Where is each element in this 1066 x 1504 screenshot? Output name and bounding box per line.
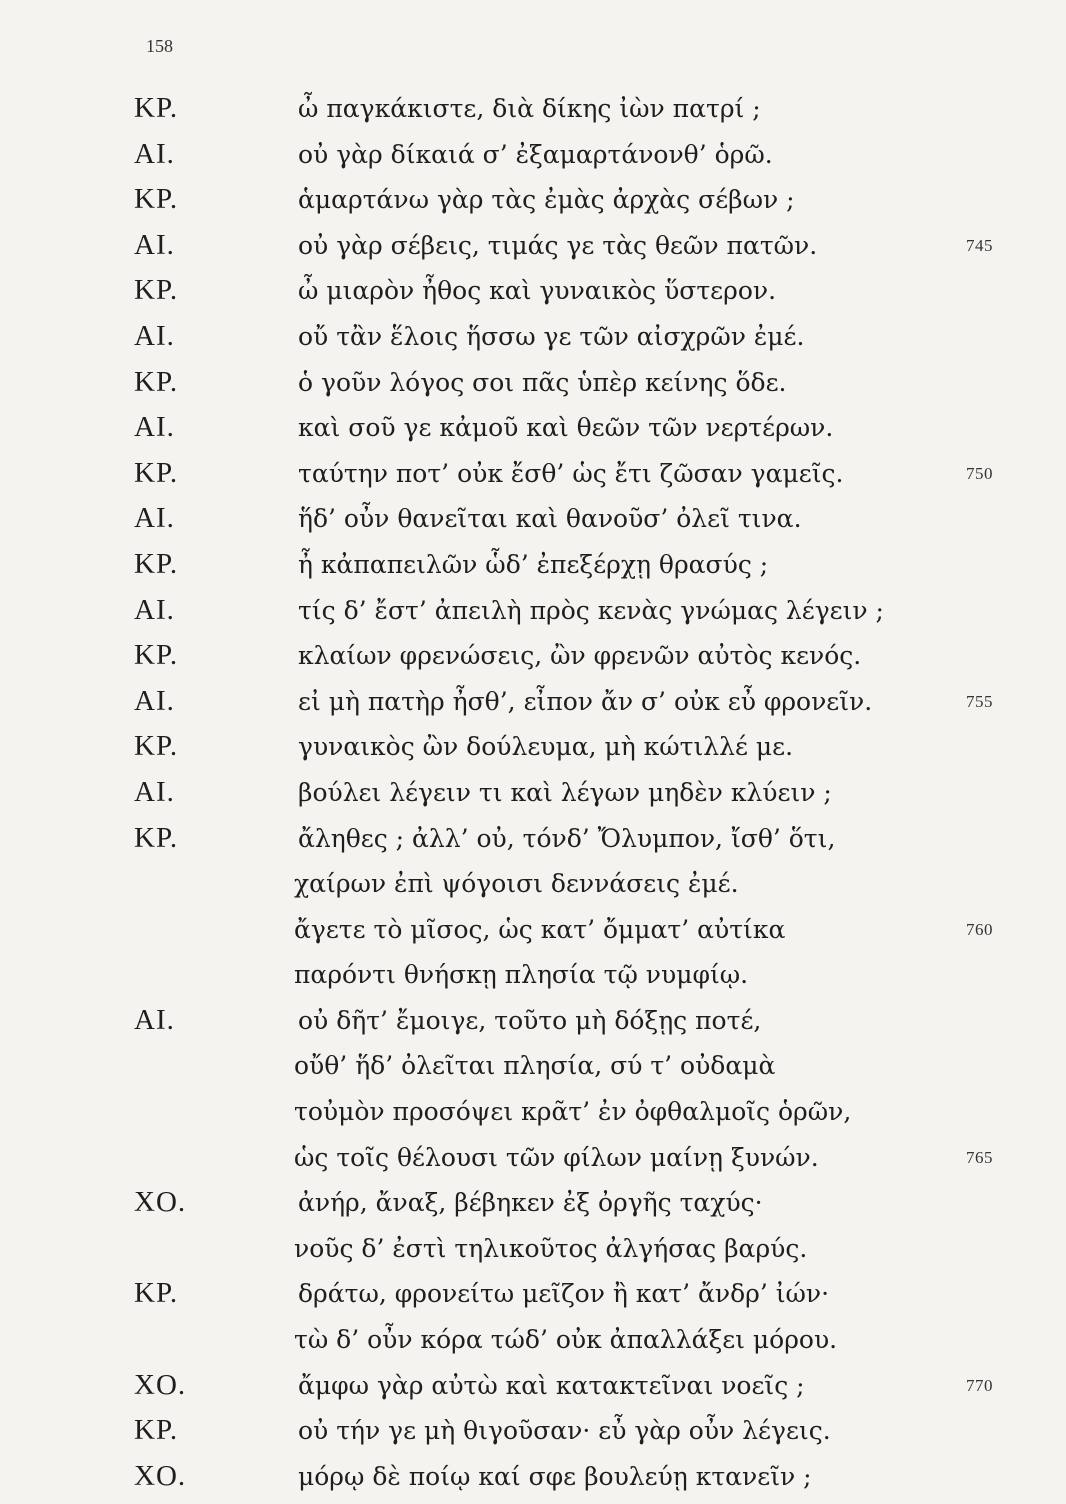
verse-lines <box>0 91 1066 1504</box>
line-number: 745 <box>966 235 993 255</box>
speaker-label: ΚΡ. <box>134 639 179 672</box>
verse-text: δράτω, φρονείτω μεῖζον ἢ κατ’ ἄνδρ’ ἰών· <box>298 1279 830 1309</box>
verse-line <box>0 1140 1066 1186</box>
speaker-label: ΧΟ. <box>134 1368 187 1401</box>
verse-text: ἦ κἀπαπειλῶν ὧδ’ ἐπεξέρχῃ θρασύς ; <box>298 549 769 579</box>
speaker-label: ΚΡ. <box>134 274 179 307</box>
verse-text: τὼ δ’ οὖν κόρα τώδ’ οὐκ ἀπαλλάξει μόρου. <box>294 1325 838 1355</box>
speaker-label: ΑΙ. <box>134 593 175 626</box>
verse-line <box>0 1185 1066 1231</box>
verse-text: ἄγετε τὸ μῖσος, ὡς κατ’ ὄμματ’ αὐτίκα <box>294 914 786 944</box>
verse-line <box>0 547 1066 593</box>
verse-line <box>0 182 1066 228</box>
speaker-label: ΑΙ. <box>134 319 175 352</box>
verse-line <box>0 137 1066 183</box>
verse-text: ἥδ’ οὖν θανεῖται καὶ θανοῦσ’ ὀλεῖ τινα. <box>298 504 802 534</box>
verse-text: οὐ γὰρ σέβεις, τιμάς γε τὰς θεῶν πατῶν. <box>298 230 818 260</box>
verse-text: οὔ τἂν ἕλοις ἥσσω γε τῶν αἰσχρῶν ἐμέ. <box>298 321 805 351</box>
verse-line <box>0 775 1066 821</box>
verse-line <box>0 1003 1066 1049</box>
verse-text: καὶ σοῦ γε κἀμοῦ καὶ θεῶν τῶν νερτέρων. <box>298 413 834 443</box>
verse-text: βούλει λέγειν τι καὶ λέγων μηδὲν κλύειν ; <box>298 777 832 807</box>
verse-line <box>0 1231 1066 1277</box>
speaker-label: ΑΙ. <box>134 228 175 261</box>
verse-text: οὐ δῆτ’ ἔμοιγε, τοῦτο μὴ δόξῃς ποτέ, <box>298 1005 762 1035</box>
verse-text: χαίρων ἐπὶ ψόγοισι δεννάσεις ἐμέ. <box>294 869 739 899</box>
verse-line <box>0 729 1066 775</box>
speaker-label: ΑΙ. <box>134 137 175 170</box>
verse-text: μόρῳ δὲ ποίῳ καί σφε βουλεύῃ κτανεῖν ; <box>298 1461 812 1491</box>
speaker-label: ΚΡ. <box>134 1277 179 1310</box>
speaker-label: ΚΡ. <box>134 92 179 124</box>
page-number: 158 <box>146 36 173 56</box>
verse-line <box>0 365 1066 411</box>
verse-text: ὁ γοῦν λόγος σοι πᾶς ὑπὲρ κείνης ὅδε. <box>298 367 787 397</box>
line-number: 750 <box>966 463 993 483</box>
verse-line <box>0 1276 1066 1322</box>
speaker-label: ΚΡ. <box>134 821 179 854</box>
verse-line <box>0 866 1066 912</box>
speaker-label: ΧΟ. <box>134 1186 187 1219</box>
verse-line <box>0 501 1066 547</box>
verse-text: γυναικὸς ὢν δούλευμα, μὴ κώτιλλέ με. <box>298 732 794 762</box>
verse-line <box>0 1368 1066 1414</box>
verse-line <box>0 957 1066 1003</box>
verse-line <box>0 1322 1066 1368</box>
verse-line <box>0 319 1066 365</box>
verse-line <box>0 1048 1066 1094</box>
verse-text: οὐ γὰρ δίκαιά σ’ ἐξαμαρτάνονθ’ ὁρῶ. <box>298 139 773 169</box>
verse-text: εἰ μὴ πατὴρ ἦσθ’, εἶπον ἄν σ’ οὐκ εὖ φρονεῖν. <box>298 686 873 716</box>
verse-line <box>0 593 1066 639</box>
speaker-label: ΚΡ. <box>134 730 179 763</box>
speaker-label: ΑΙ. <box>134 775 175 808</box>
speaker-label: ΑΙ. <box>134 411 175 444</box>
verse-line <box>0 1094 1066 1140</box>
verse-text: νοῦς δ’ ἐστὶ τηλικοῦτος ἀλγήσας βαρύς. <box>294 1233 808 1263</box>
speaker-label: ΚΡ. <box>134 183 179 216</box>
verse-line <box>0 228 1066 274</box>
verse-text: ταύτην ποτ’ οὐκ ἔσθ’ ὡς ἔτι ζῶσαν γαμεῖς. <box>298 458 844 488</box>
verse-text: ὦ μιαρὸν ἦθος καὶ γυναικὸς ὕστερον. <box>298 276 777 306</box>
verse-text: οὔθ’ ἥδ’ ὀλεῖται πλησία, σύ τ’ οὐδαμὰ <box>294 1051 776 1081</box>
verse-text: ὡς τοῖς θέλουσι τῶν φίλων μαίνῃ ξυνών. <box>294 1142 819 1172</box>
verse-text: κλαίων φρενώσεις, ὢν φρενῶν αὐτὸς κενός. <box>298 641 862 671</box>
verse-text: τίς δ’ ἔστ’ ἀπειλὴ πρὸς κενὰς γνώμας λέγειν ; <box>298 595 884 625</box>
verse-text: ἀνήρ, ἄναξ, βέβηκεν ἐξ ὀργῆς ταχύς· <box>298 1188 763 1218</box>
speaker-label: ΑΙ. <box>134 502 175 535</box>
verse-text: παρόντι θνήσκῃ πλησία τῷ νυμφίῳ. <box>294 960 749 990</box>
verse-text: ἄμφω γὰρ αὐτὼ καὶ κατακτεῖναι νοεῖς ; <box>298 1370 805 1400</box>
line-number: 765 <box>966 1147 993 1167</box>
line-number: 760 <box>966 919 993 939</box>
verse-line <box>0 1413 1066 1459</box>
verse-line <box>0 912 1066 958</box>
speaker-label: ΑΙ. <box>134 1003 175 1036</box>
line-number: 770 <box>966 1375 993 1395</box>
verse-text: ἄληθες ; ἀλλ’ οὐ, τόνδ’ Ὄλυμπον, ἴσθ’ ὅτι, <box>298 823 836 853</box>
speaker-label: ΧΟ. <box>134 1459 187 1492</box>
verse-text: ὦ παγκάκιστε, διὰ δίκης ἰὼν πατρί ; <box>298 94 761 123</box>
verse-line <box>0 1459 1066 1504</box>
verse-line <box>0 410 1066 456</box>
speaker-label: ΚΡ. <box>134 365 179 398</box>
verse-line <box>0 638 1066 684</box>
speaker-label: ΚΡ. <box>134 547 179 580</box>
speaker-label: ΚΡ. <box>134 456 179 489</box>
verse-text: οὐ τήν γε μὴ θιγοῦσαν· εὖ γὰρ οὖν λέγεις. <box>298 1416 831 1446</box>
verse-line <box>0 456 1066 502</box>
verse-line <box>0 821 1066 867</box>
verse-text: ἁμαρτάνω γὰρ τὰς ἐμὰς ἀρχὰς σέβων ; <box>298 185 795 215</box>
verse-line <box>0 684 1066 730</box>
line-number: 755 <box>966 691 993 711</box>
verse-text: τοὐμὸν προσόψει κρᾶτ’ ἐν ὀφθαλμοῖς ὁρῶν, <box>294 1097 852 1127</box>
speaker-label: ΚΡ. <box>134 1414 179 1447</box>
speaker-label: ΑΙ. <box>134 684 175 717</box>
verse-line <box>0 273 1066 319</box>
verse-line <box>0 91 1066 137</box>
